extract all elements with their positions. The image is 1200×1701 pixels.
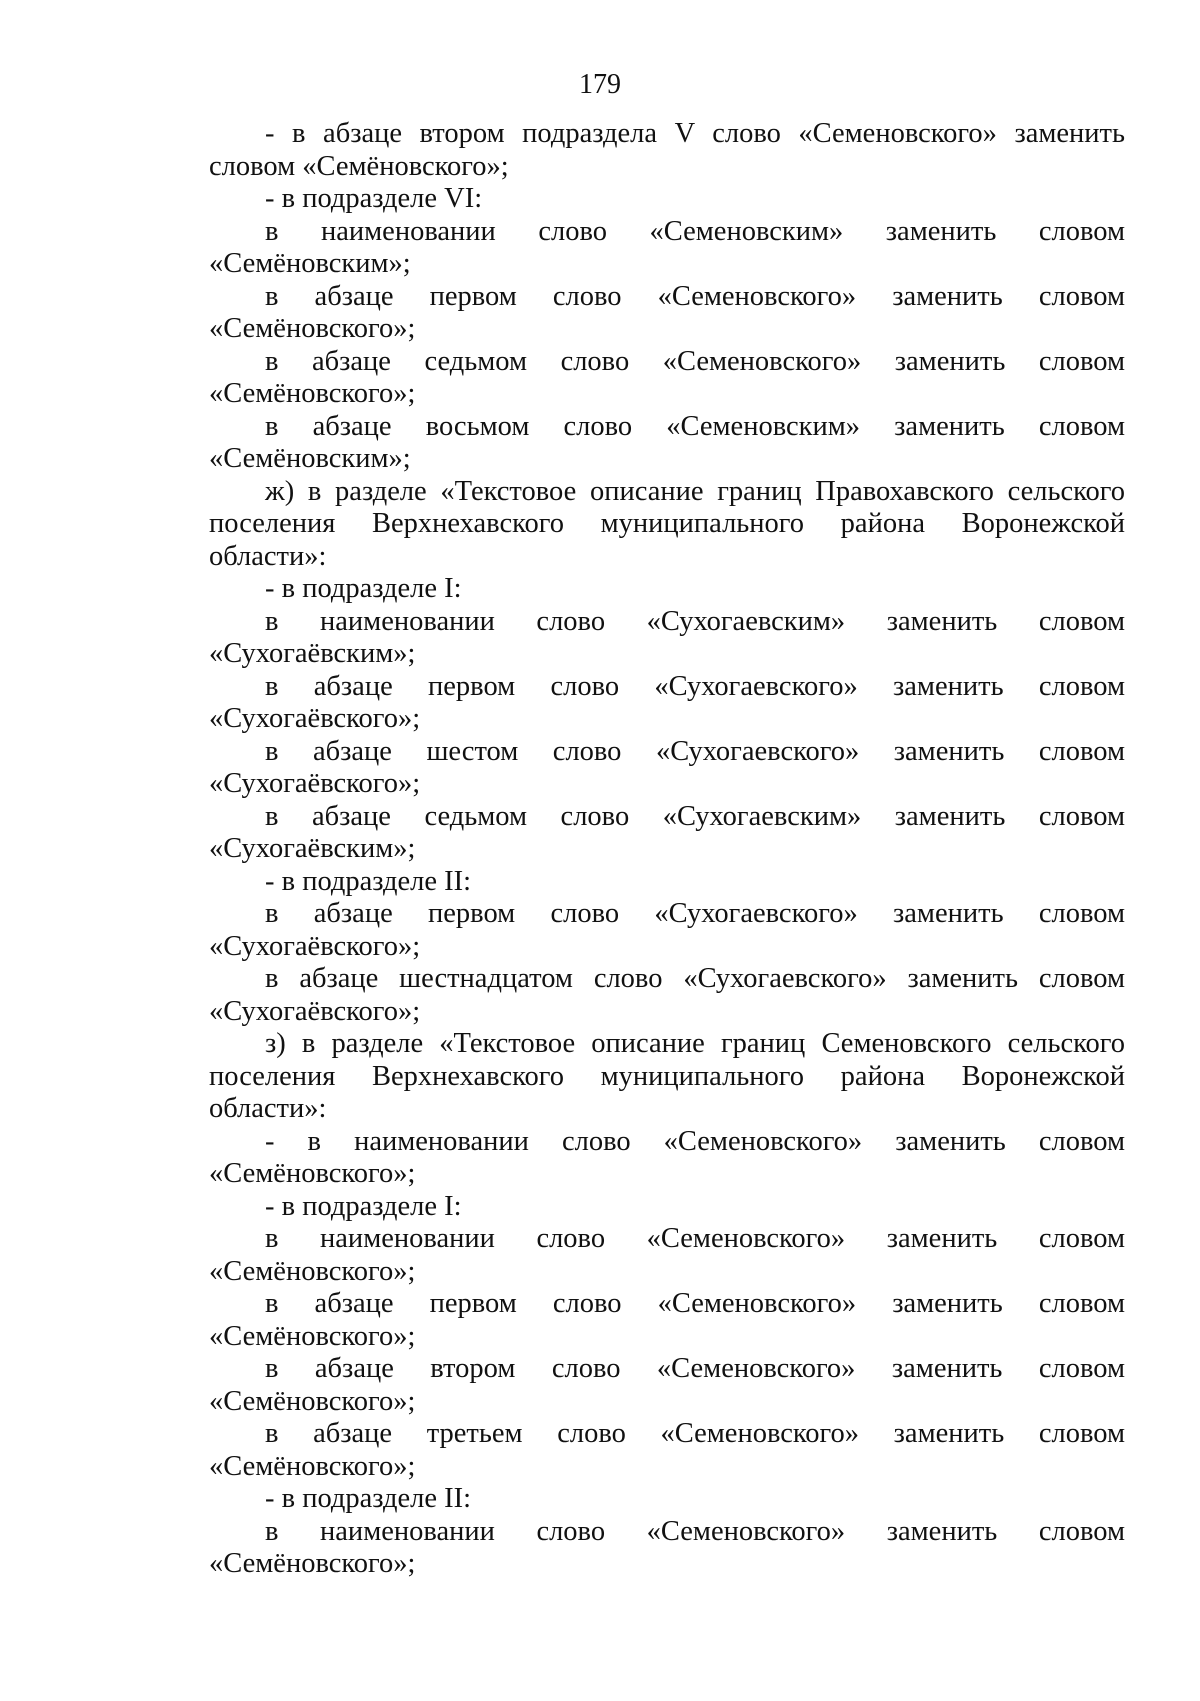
paragraph: в абзаце первом слово «Сухогаевского» заменить словом «Сухогаёвского»; bbox=[209, 670, 1125, 734]
paragraph: з) в разделе «Текстовое описание границ Семеновского сельского поселения Верхнехавского муниципального района Воронежской области»: bbox=[209, 1028, 1125, 1124]
paragraph: в абзаце первом слово «Семеновского» заменить словом «Семёновского»; bbox=[209, 280, 1125, 344]
paragraph: в абзаце первом слово «Семеновского» заменить словом «Семёновского»; bbox=[209, 1288, 1125, 1352]
paragraph: ж) в разделе «Текстовое описание границ Правохавского сельского поселения Верхнехавского муниципального района Воронежской области»: bbox=[209, 475, 1125, 572]
paragraph: в абзаце седьмом слово «Сухогаевским» заменить словом «Сухогаёвским»; bbox=[209, 800, 1125, 864]
paragraph: в наименовании слово «Сухогаевским» заменить словом «Сухогаёвским»; bbox=[209, 605, 1125, 669]
paragraph: в абзаце первом слово «Сухогаевского» заменить словом «Сухогаёвского»; bbox=[209, 898, 1125, 962]
paragraph: в абзаце шестнадцатом слово «Сухогаевского» заменить словом «Сухогаёвского»; bbox=[209, 963, 1125, 1027]
paragraph: - в подразделе I: bbox=[265, 573, 462, 604]
paragraph: в наименовании слово «Семеновского» заменить словом «Семёновского»; bbox=[209, 1223, 1125, 1287]
paragraph: - в подразделе II: bbox=[265, 1483, 472, 1514]
paragraph: в абзаце седьмом слово «Семеновского» заменить словом «Семёновского»; bbox=[209, 345, 1125, 409]
paragraph: в абзаце восьмом слово «Семеновским» заменить словом «Семёновским»; bbox=[209, 410, 1125, 474]
paragraph: в абзаце шестом слово «Сухогаевского» заменить словом «Сухогаёвского»; bbox=[209, 735, 1125, 799]
paragraph: - в абзаце втором подраздела V слово «Семеновского» заменить словом «Семёновского»; bbox=[209, 118, 1125, 182]
paragraph: в наименовании слово «Семеновским» заменить словом «Семёновским»; bbox=[209, 215, 1125, 279]
paragraph: - в подразделе II: bbox=[265, 865, 472, 897]
paragraph: - в подразделе VI: bbox=[265, 183, 483, 214]
paragraph: - в подразделе I: bbox=[265, 1190, 462, 1222]
document-body bbox=[209, 118, 1125, 1581]
paragraph: в абзаце втором слово «Семеновского» заменить словом «Семёновского»; bbox=[209, 1353, 1125, 1417]
paragraph: - в наименовании слово «Семеновского» заменить словом «Семёновского»; bbox=[209, 1125, 1125, 1189]
page-number: 179 bbox=[579, 69, 621, 100]
paragraph: в абзаце третьем слово «Семеновского» заменить словом «Семёновского»; bbox=[209, 1418, 1125, 1482]
paragraph: в наименовании слово «Семеновского» заменить словом «Семёновского»; bbox=[209, 1515, 1125, 1579]
